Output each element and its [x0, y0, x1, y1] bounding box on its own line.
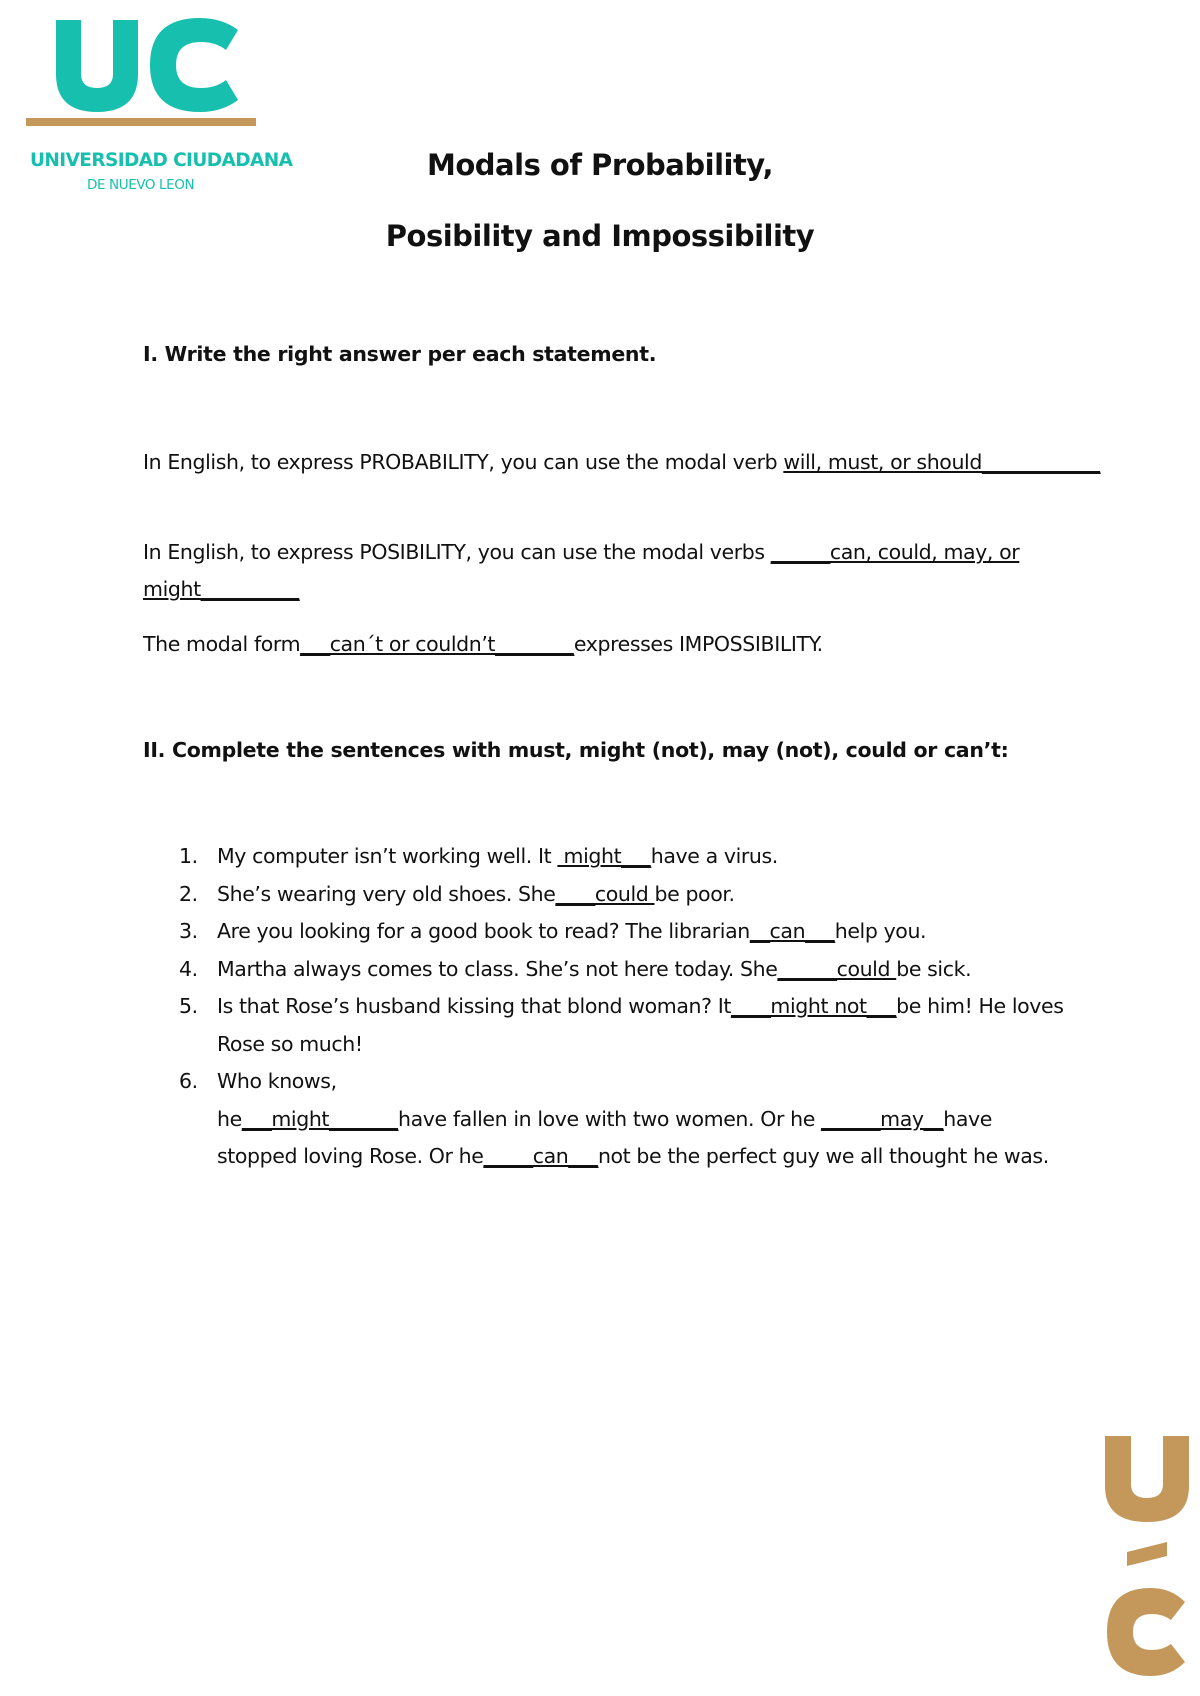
list-item: [143, 913, 1073, 951]
statement-text: In English, to express PROBABILITY, you can use the modal verb: [143, 450, 784, 474]
list-item: [143, 1063, 1073, 1176]
answer-blank: ____could: [555, 881, 655, 906]
list-item: [143, 876, 1073, 914]
answer-blank: will, must, or should____________: [783, 450, 1101, 474]
item-number: 2.: [179, 881, 198, 906]
logo-location: DE NUEVO LEON: [87, 177, 195, 193]
item-text: Is that Rose’s husband kissing that blond woman? It: [217, 994, 732, 1018]
item-text-end: be sick.: [896, 956, 972, 981]
section1-heading: I. Write the right answer per each statement.: [143, 342, 657, 366]
answer-blank: ______could: [777, 956, 897, 981]
answer-blank: ___can´t or couldn’t________: [300, 632, 574, 656]
list-item: [143, 951, 1073, 989]
item-text: Are you looking for a good book to read? The librarian: [217, 919, 750, 943]
statement-text: In English, to express POSIBILITY, you can use the modal verbs: [143, 540, 771, 564]
statement-text-end: expresses IMPOSSIBILITY.: [573, 632, 823, 656]
list-item: [143, 838, 1073, 876]
item-number: 3.: [179, 919, 198, 943]
exercise-list: [143, 838, 1073, 1176]
item-text: have fallen in love with two women. Or he: [398, 1106, 822, 1131]
item-text-end: help you.: [834, 919, 927, 943]
answer-blank: __can___: [749, 919, 835, 943]
item-text: Martha always comes to class. She’s not here today. She: [217, 956, 778, 981]
list-item: [143, 988, 1073, 1063]
answer-blank: ____might not___: [731, 994, 897, 1018]
item-text-end: be him! He loves Rose so much!: [217, 994, 1064, 1056]
uc-logo-mark: [26, 8, 256, 138]
uc-vertical-logo: [1105, 1436, 1195, 1686]
item-number: 5.: [179, 994, 198, 1018]
item-number: 6.: [179, 1069, 198, 1093]
page-title-line2: Posibility and Impossibility: [385, 219, 815, 253]
side-uc-mark: [1105, 1436, 1195, 1686]
item-text-end: not be the perfect guy we all thought he was.: [597, 1144, 1049, 1168]
section2-heading: II. Complete the sentences with must, might (not), may (not), could or can’t:: [143, 738, 1009, 762]
item-number: 1.: [179, 844, 198, 868]
statement-posibility: [143, 534, 1073, 608]
page-title-line1: Modals of Probability,: [427, 148, 773, 182]
answer-blank: ______may__: [821, 1106, 944, 1131]
item-text: She’s wearing very old shoes. She: [217, 881, 556, 906]
logo-university-name: UNIVERSIDAD CIUDADANA: [30, 150, 293, 171]
answer-blank: ___might_______: [241, 1106, 399, 1131]
answer-blank: ______can, could, may, or might__________: [143, 540, 1020, 601]
item-text: My computer isn’t working well. It: [217, 844, 558, 868]
item-text-end: be poor.: [654, 881, 735, 906]
item-text: have stopped loving Rose. Or he: [217, 1106, 992, 1168]
item-text: Who knows, he: [217, 1069, 337, 1131]
statement-text: The modal form: [143, 632, 301, 656]
item-number: 4.: [179, 956, 198, 981]
answer-blank: might___: [557, 844, 651, 868]
statement-probability: [143, 444, 1101, 481]
item-text-end: have a virus.: [650, 844, 778, 868]
answer-blank: _____can___: [483, 1144, 598, 1168]
statement-impossibility: [143, 626, 1073, 663]
